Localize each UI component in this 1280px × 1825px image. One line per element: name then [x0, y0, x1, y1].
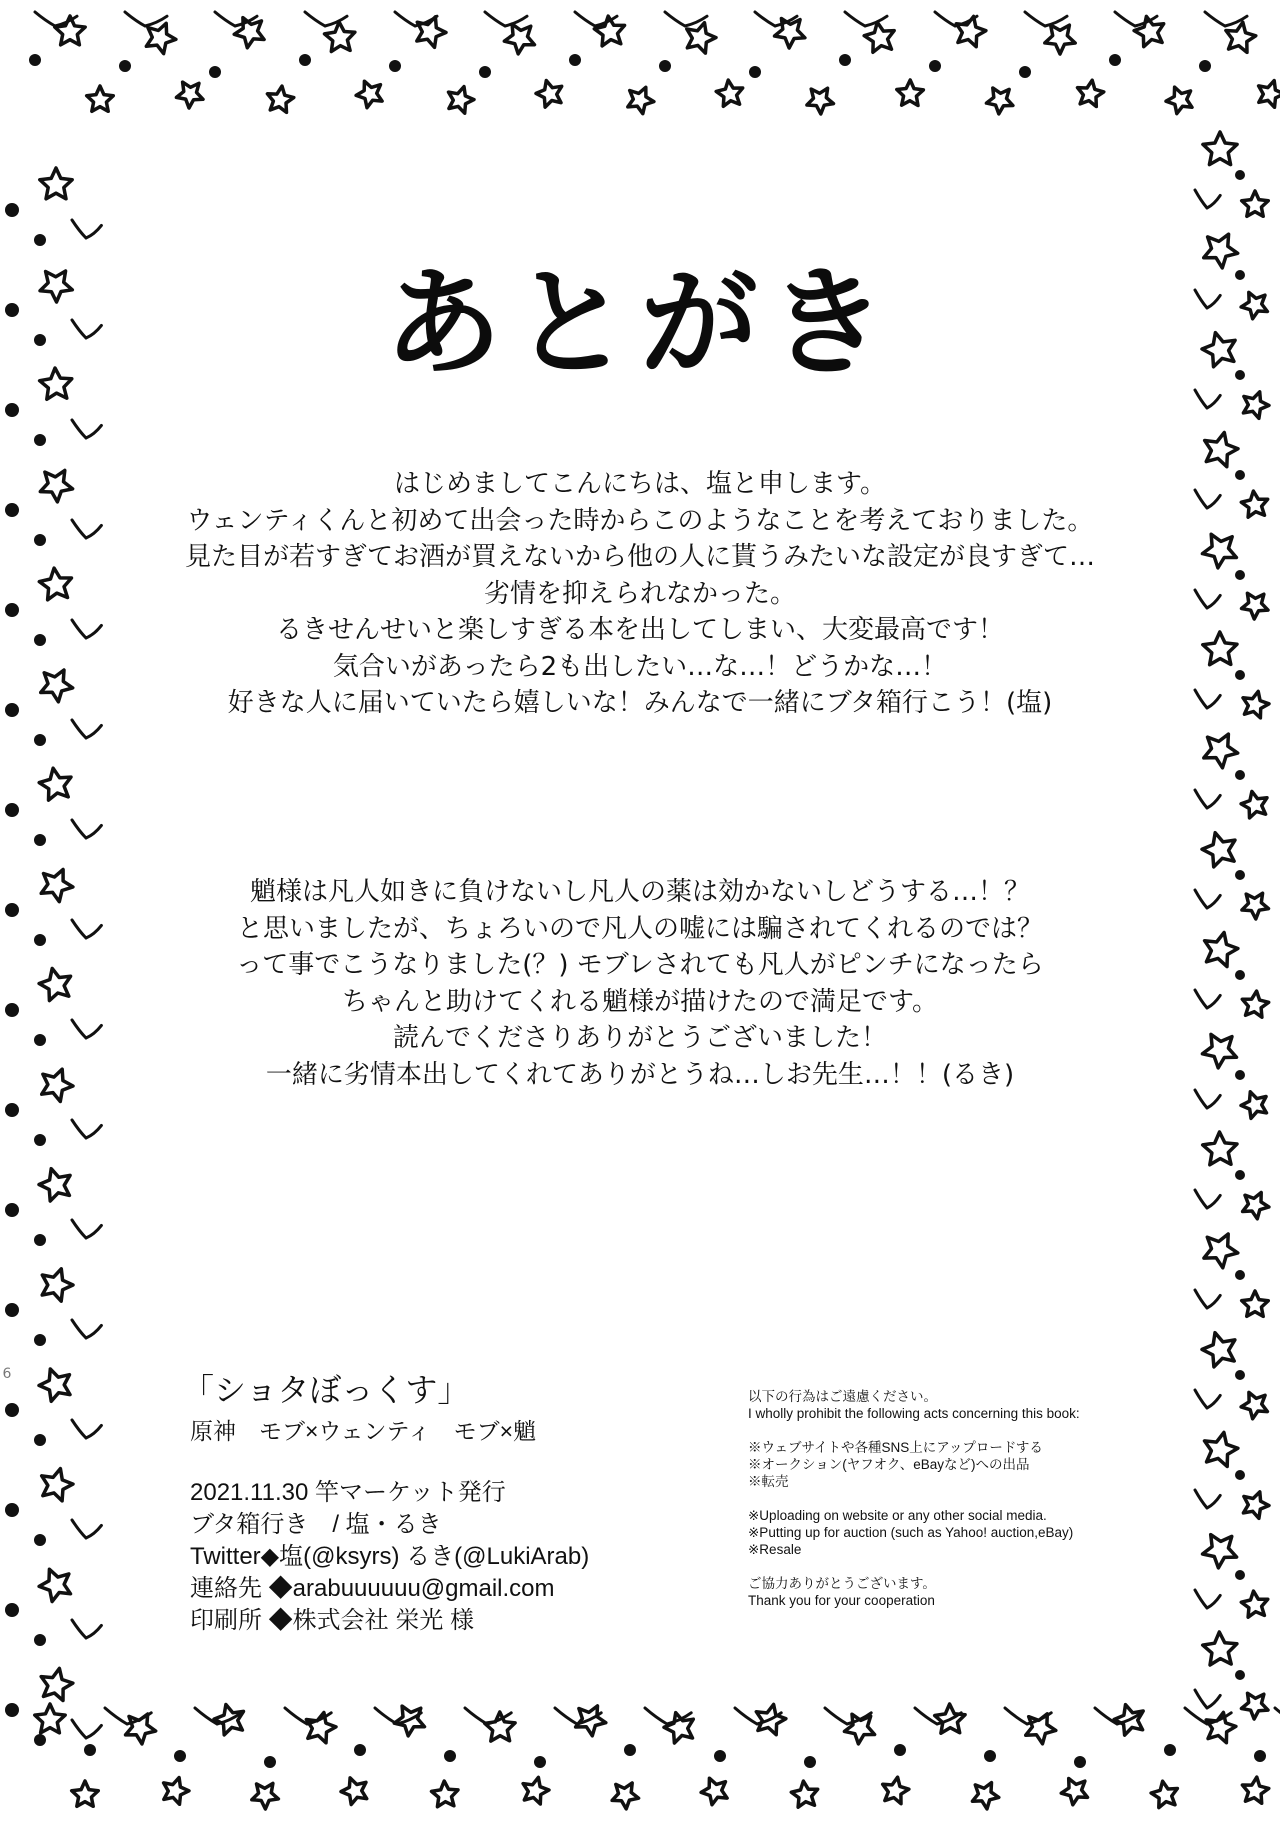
- swirl-icon: [72, 520, 101, 538]
- swirl-icon: [575, 12, 617, 26]
- dot-icon: [5, 1403, 19, 1417]
- prohibition-notice: [748, 1388, 1168, 1609]
- dot-icon: [34, 1134, 46, 1146]
- dot-icon: [209, 66, 221, 78]
- dot-icon: [1235, 170, 1245, 180]
- swirl-icon: [35, 12, 77, 26]
- star-icon: [1226, 22, 1256, 52]
- notice-item: ※Putting up for auction (such as Yahoo! auction,eBay): [748, 1525, 1074, 1540]
- dot-icon: [1235, 1470, 1245, 1480]
- dot-icon: [34, 1734, 46, 1746]
- swirl-icon: [1195, 1390, 1220, 1408]
- dot-icon: [1109, 54, 1121, 66]
- star-icon: [417, 17, 446, 48]
- dot-icon: [34, 234, 46, 246]
- star-icon: [42, 1269, 73, 1301]
- dot-icon: [5, 403, 19, 417]
- page-number: 6: [2, 1366, 12, 1382]
- star-icon: [1202, 1333, 1235, 1367]
- dot-icon: [749, 66, 761, 78]
- dot-icon: [659, 60, 671, 72]
- notice-item: ※Uploading on website or any other social media.: [748, 1508, 1047, 1523]
- dot-icon: [1235, 1070, 1245, 1080]
- star-icon: [1242, 593, 1269, 619]
- dot-icon: [5, 603, 19, 617]
- dot-icon: [5, 1003, 19, 1017]
- swirl-icon: [72, 420, 101, 438]
- swirl-icon: [72, 1320, 101, 1338]
- star-icon: [1241, 1392, 1267, 1418]
- twitter-handles: Twitter◆塩(@ksyrs) るき(@LukiArab): [190, 1542, 590, 1570]
- dot-icon: [1254, 1750, 1266, 1762]
- notice-item: ※オークション(ヤフオク、eBayなど)への出品: [748, 1457, 1030, 1472]
- star-icon: [523, 1777, 549, 1804]
- star-icon: [897, 80, 924, 106]
- star-icon: [1204, 1234, 1238, 1268]
- star-icon: [39, 1169, 70, 1201]
- dot-icon: [84, 1744, 96, 1756]
- star-icon: [39, 768, 71, 800]
- dot-icon: [34, 1234, 46, 1246]
- star-icon: [35, 1704, 65, 1733]
- star-icon: [716, 80, 743, 106]
- swirl-icon: [845, 12, 887, 26]
- dot-icon: [1235, 1170, 1245, 1180]
- star-icon: [1026, 1714, 1056, 1744]
- dot-icon: [34, 1334, 46, 1346]
- dot-icon: [1235, 970, 1245, 980]
- swirl-icon: [1195, 590, 1220, 608]
- star-icon: [1203, 1132, 1237, 1165]
- dot-icon: [5, 1103, 19, 1117]
- book-title: 「ショタぼっくす」: [182, 1372, 470, 1408]
- dot-icon: [1199, 60, 1211, 72]
- dot-icon: [839, 54, 851, 66]
- afterword-message-ruki: [130, 874, 1150, 1093]
- star-icon: [39, 568, 71, 600]
- message-line: と思いましたが、ちょろいので凡人の嘘には騙されてくれるのでは？: [236, 913, 1043, 944]
- star-icon: [1206, 1712, 1236, 1742]
- star-icon: [252, 1783, 279, 1809]
- swirl-icon: [72, 1420, 101, 1438]
- dot-icon: [714, 1750, 726, 1762]
- star-icon: [986, 88, 1013, 114]
- swirl-icon: [1025, 12, 1067, 26]
- message-line: 一緒に劣情本出してくれてありがとうね…しお先生…！！(るき): [265, 1059, 1015, 1090]
- star-icon: [1202, 1034, 1236, 1068]
- swirl-icon: [485, 12, 527, 26]
- swirl-icon: [72, 720, 101, 738]
- dot-icon: [5, 703, 19, 717]
- notice-item: ※ウェブサイトや各種SNS上にアップロードする: [748, 1440, 1043, 1455]
- star-icon: [1243, 1193, 1269, 1219]
- star-icon: [791, 1781, 817, 1807]
- message-line: ウェンティくんと初めて出会った時からこのようなことを考えておりました。: [186, 505, 1094, 536]
- message-line: はじめましてこんにちは、塩と申します。: [394, 469, 886, 499]
- star-icon: [864, 22, 894, 52]
- star-icon: [1243, 1492, 1269, 1519]
- dot-icon: [1235, 670, 1245, 680]
- dot-icon: [929, 60, 941, 72]
- star-icon: [1259, 81, 1280, 108]
- star-icon: [1243, 392, 1269, 419]
- dot-icon: [479, 66, 491, 78]
- star-icon: [701, 1778, 727, 1805]
- contact-email: 連絡先 ◆arabuuuuuu@gmail.com: [190, 1574, 555, 1602]
- star-icon: [1203, 632, 1237, 665]
- star-icon: [176, 82, 203, 108]
- dot-icon: [1235, 570, 1245, 580]
- dot-icon: [5, 1603, 19, 1617]
- notice-heading-en: I wholly prohibit the following acts concerning this book:: [748, 1406, 1080, 1421]
- colophon: [182, 1370, 710, 1637]
- dot-icon: [1235, 470, 1245, 480]
- dot-icon: [34, 534, 46, 546]
- star-icon: [687, 23, 716, 53]
- dot-icon: [354, 1744, 366, 1756]
- star-icon: [1243, 691, 1269, 718]
- star-icon: [41, 670, 73, 702]
- star-icon: [1045, 25, 1075, 54]
- star-icon: [42, 1069, 73, 1101]
- page-title: あとがき: [383, 254, 896, 393]
- star-icon: [1242, 191, 1269, 216]
- dot-icon: [34, 1534, 46, 1546]
- star-icon: [664, 1713, 693, 1743]
- dot-icon: [1235, 770, 1245, 780]
- swirl-icon: [72, 620, 101, 638]
- swirl-icon: [1195, 190, 1220, 208]
- star-icon: [807, 88, 834, 114]
- dot-icon: [299, 54, 311, 66]
- dot-icon: [444, 1750, 456, 1762]
- dot-icon: [5, 1503, 19, 1517]
- dot-icon: [804, 1756, 816, 1768]
- publication-info: [190, 1477, 710, 1637]
- swirl-icon: [72, 1620, 101, 1638]
- swirl-icon: [1195, 1090, 1220, 1108]
- publication-date: 2021.11.30 竿マーケット発行: [190, 1478, 506, 1506]
- swirl-icon: [72, 820, 101, 838]
- star-icon: [1241, 1693, 1268, 1719]
- notice-thanks-en: Thank you for your cooperation: [748, 1593, 935, 1608]
- dot-icon: [1164, 1744, 1176, 1756]
- dot-icon: [34, 734, 46, 746]
- star-icon: [449, 87, 475, 114]
- star-icon: [126, 1714, 156, 1744]
- star-icon: [1242, 1291, 1269, 1316]
- dot-icon: [894, 1744, 906, 1756]
- star-icon: [1204, 734, 1238, 768]
- message-line: 読んでくださりありがとうございました！: [392, 1023, 887, 1053]
- dot-icon: [1235, 1270, 1245, 1280]
- star-icon: [341, 1778, 367, 1805]
- star-icon: [1241, 791, 1267, 818]
- swirl-icon: [1195, 990, 1220, 1008]
- swirl-icon: [1275, 1708, 1280, 1724]
- notice-item: ※Resale: [748, 1542, 802, 1557]
- star-icon: [536, 81, 562, 108]
- star-icon: [1205, 933, 1238, 967]
- message-line: 好きな人に届いていたら嬉しいな！みんなで一緒にブタ箱行こう！(塩): [227, 688, 1053, 718]
- dot-icon: [119, 60, 131, 72]
- star-icon: [40, 168, 72, 199]
- dot-icon: [5, 1703, 19, 1717]
- dot-icon: [984, 1750, 996, 1762]
- dot-icon: [34, 634, 46, 646]
- star-icon: [41, 1668, 73, 1700]
- notice-thanks-jp: ご協力ありがとうございます。: [748, 1576, 936, 1591]
- dot-icon: [1235, 1370, 1245, 1380]
- swirl-icon: [1195, 890, 1220, 908]
- star-icon: [1205, 433, 1238, 467]
- star-icon: [164, 1778, 189, 1805]
- dot-icon: [34, 934, 46, 946]
- dot-icon: [5, 1203, 19, 1217]
- swirl-icon: [665, 12, 707, 26]
- swirl-icon: [72, 1720, 101, 1738]
- dot-icon: [34, 834, 46, 846]
- star-icon: [972, 1783, 998, 1809]
- dot-icon: [34, 1034, 46, 1046]
- star-icon: [1078, 80, 1104, 106]
- swirl-icon: [1195, 1590, 1220, 1608]
- swirl-icon: [1195, 1690, 1220, 1708]
- swirl-icon: [125, 12, 167, 26]
- star-icon: [267, 86, 293, 112]
- dot-icon: [5, 803, 19, 817]
- message-line: 魈様は凡人如きに負けないし凡人の薬は効かないしどうする…！？: [249, 877, 1030, 907]
- dot-icon: [5, 203, 19, 217]
- swirl-icon: [1195, 790, 1220, 808]
- dot-icon: [1074, 1756, 1086, 1768]
- star-icon: [775, 19, 805, 49]
- star-icon: [612, 1783, 639, 1809]
- printer: 印刷所 ◆株式会社 栄光 様: [190, 1606, 475, 1634]
- message-line: って事でこうなりました(？) モブレされても凡人がピンチになったら: [236, 950, 1044, 980]
- dot-icon: [34, 434, 46, 446]
- afterword-message-shio: [130, 466, 1150, 722]
- star-icon: [628, 87, 654, 113]
- dot-icon: [5, 1303, 19, 1317]
- swirl-icon: [1195, 1290, 1220, 1308]
- dot-icon: [1019, 66, 1031, 78]
- star-icon: [485, 1712, 515, 1741]
- star-icon: [432, 1781, 459, 1807]
- dot-icon: [1235, 1570, 1245, 1580]
- star-icon: [42, 1469, 73, 1501]
- message-line: るきせんせいと楽しすぎる本を出してしまい、大変最高です！: [275, 615, 1004, 645]
- book-tags: 原神 モブ×ウェンティ モブ×魈: [190, 1417, 537, 1444]
- dot-icon: [5, 503, 19, 517]
- star-icon: [1242, 893, 1269, 919]
- dot-icon: [624, 1744, 636, 1756]
- star-icon: [1205, 1432, 1238, 1466]
- star-icon: [306, 1713, 336, 1743]
- swirl-icon: [825, 1708, 871, 1724]
- dot-icon: [34, 1434, 46, 1446]
- dot-icon: [34, 1634, 46, 1646]
- star-icon: [1203, 132, 1237, 165]
- star-icon: [87, 86, 114, 111]
- notice-item: ※転売: [748, 1474, 789, 1489]
- star-icon: [1061, 1779, 1087, 1805]
- star-icon: [40, 470, 72, 502]
- star-icon: [1166, 87, 1192, 114]
- star-icon: [146, 23, 176, 53]
- swirl-icon: [72, 220, 101, 238]
- star-icon: [576, 1706, 606, 1736]
- message-line: ちゃんと助けてくれる魈様が描けたので満足です。: [342, 986, 938, 1017]
- dot-icon: [534, 1756, 546, 1768]
- star-icon: [883, 1777, 909, 1804]
- star-icon: [1203, 1535, 1237, 1568]
- swirl-icon: [72, 1520, 101, 1538]
- star-icon: [1241, 1092, 1267, 1119]
- swirl-icon: [1195, 690, 1220, 708]
- star-icon: [39, 968, 71, 1000]
- star-icon: [1203, 1632, 1237, 1665]
- star-icon: [1241, 1591, 1268, 1617]
- notice-heading-jp: 以下の行為はご遠慮ください。: [748, 1389, 937, 1404]
- message-line: 気合いがあったら2も出したい…な…！どうかな…！: [332, 651, 948, 682]
- swirl-icon: [1195, 1190, 1220, 1208]
- message-line: 劣情を抑えられなかった。: [483, 578, 796, 609]
- swirl-icon: [72, 1120, 101, 1138]
- swirl-icon: [1195, 490, 1220, 508]
- message-line: 見た目が若すぎてお酒が買えないから他の人に貰うみたいな設定が良すぎて…: [184, 542, 1095, 572]
- dot-icon: [569, 54, 581, 66]
- swirl-icon: [72, 1020, 101, 1038]
- star-icon: [1151, 1781, 1177, 1807]
- star-icon: [1202, 534, 1236, 568]
- star-icon: [1242, 1777, 1268, 1803]
- star-icon: [504, 24, 534, 54]
- dot-icon: [1235, 1670, 1245, 1680]
- star-icon: [72, 1781, 99, 1806]
- swirl-icon: [72, 920, 101, 938]
- star-icon: [356, 81, 382, 108]
- circle-authors: ブタ箱行き / 塩・るき: [190, 1510, 442, 1538]
- star-icon: [1241, 491, 1267, 517]
- swirl-icon: [72, 1220, 101, 1238]
- dot-icon: [1235, 870, 1245, 880]
- swirl-icon: [1195, 1490, 1220, 1508]
- star-icon: [39, 1369, 70, 1401]
- star-icon: [1202, 833, 1235, 867]
- star-icon: [1242, 991, 1268, 1017]
- star-icon: [844, 1714, 874, 1744]
- star-icon: [41, 870, 73, 902]
- swirl-icon: [1195, 390, 1220, 408]
- dot-icon: [264, 1756, 276, 1768]
- dot-icon: [5, 903, 19, 917]
- dot-icon: [174, 1750, 186, 1762]
- star-icon: [39, 1569, 70, 1601]
- dot-icon: [29, 54, 41, 66]
- dot-icon: [389, 60, 401, 72]
